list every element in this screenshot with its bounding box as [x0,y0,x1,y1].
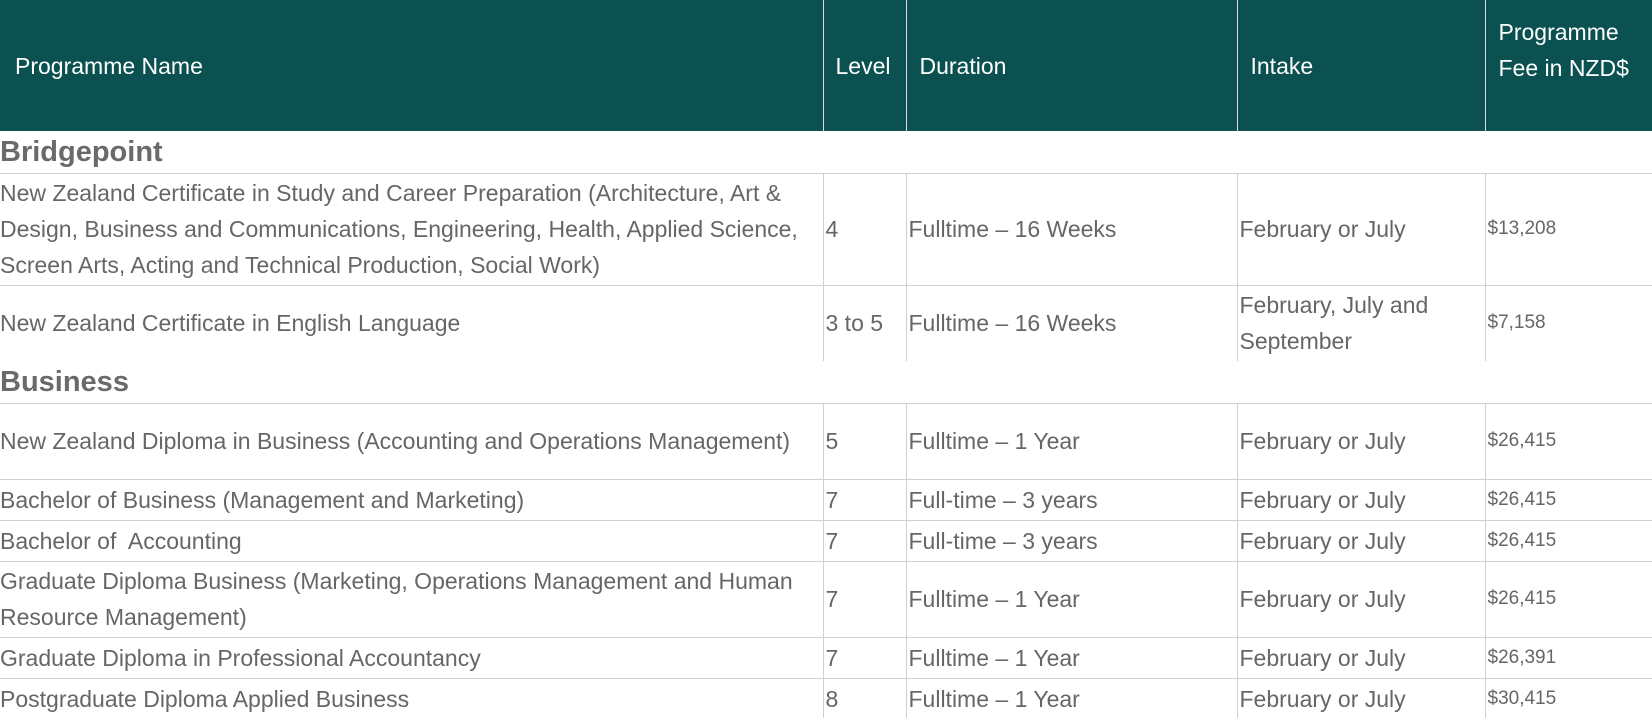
level-cell: 5 [823,403,906,479]
table-row [0,173,1652,285]
table-row [0,561,1652,637]
header-duration: Duration [906,0,1237,131]
table-row [0,285,1652,361]
intake-cell: February or July [1237,479,1485,520]
programme-name-cell: New Zealand Diploma in Business (Accounting and Operations Management) [0,403,823,479]
intake-cell: February or July [1237,520,1485,561]
duration-cell: Full-time – 3 years [906,479,1237,520]
fee-cell: $30,415 [1485,678,1652,718]
header-programme-fee: Programme Fee in NZD$ [1485,0,1652,131]
fee-cell: $26,415 [1485,479,1652,520]
fee-cell: $26,415 [1485,403,1652,479]
fee-cell: $26,415 [1485,520,1652,561]
table-row [0,637,1652,678]
table-header [0,0,1652,131]
table-row [0,520,1652,561]
programme-name-cell: Bachelor of Business (Management and Marketing) [0,479,823,520]
level-cell: 4 [823,173,906,285]
fee-cell: $26,415 [1485,561,1652,637]
section-row-business [0,361,1652,403]
table-row [0,479,1652,520]
level-cell: 7 [823,520,906,561]
duration-cell: Fulltime – 1 Year [906,403,1237,479]
programme-name-cell: Postgraduate Diploma Applied Business [0,678,823,718]
intake-cell: February or July [1237,561,1485,637]
intake-cell: February or July [1237,173,1485,285]
level-cell: 7 [823,637,906,678]
level-cell: 3 to 5 [823,285,906,361]
intake-cell: February or July [1237,637,1485,678]
fee-cell: $26,391 [1485,637,1652,678]
section-title: Business [0,365,129,398]
duration-cell: Fulltime – 1 Year [906,678,1237,718]
table-row [0,678,1652,718]
programme-name-cell: Graduate Diploma in Professional Accountancy [0,637,823,678]
programme-name-cell: Bachelor of Accounting [0,520,823,561]
section-title: Bridgepoint [0,135,163,168]
header-programme-name: Programme Name [0,0,823,131]
programme-name-cell: New Zealand Certificate in English Language [0,285,823,361]
intake-cell: February, July and September [1237,285,1485,361]
header-level: Level [823,0,906,131]
duration-cell: Fulltime – 16 Weeks [906,285,1237,361]
level-cell: 7 [823,561,906,637]
programme-name-cell: New Zealand Certificate in Study and Career Preparation (Architecture, Art & Design, Business and Communications, Engineering, Health, Applied Science, Screen Arts, Acting and Technical Production, Social Work) [0,173,823,285]
programme-name-cell: Graduate Diploma Business (Marketing, Operations Management and Human Resource Management) [0,561,823,637]
intake-cell: February or July [1237,678,1485,718]
header-row [0,0,1652,131]
header-intake: Intake [1237,0,1485,131]
level-cell: 8 [823,678,906,718]
section-row-bridgepoint [0,131,1652,173]
duration-cell: Full-time – 3 years [906,520,1237,561]
level-cell: 7 [823,479,906,520]
duration-cell: Fulltime – 1 Year [906,637,1237,678]
intake-cell: February or July [1237,403,1485,479]
table-row [0,403,1652,479]
table-body [0,131,1652,718]
duration-cell: Fulltime – 1 Year [906,561,1237,637]
fee-cell: $13,208 [1485,173,1652,285]
duration-cell: Fulltime – 16 Weeks [906,173,1237,285]
fee-cell: $7,158 [1485,285,1652,361]
